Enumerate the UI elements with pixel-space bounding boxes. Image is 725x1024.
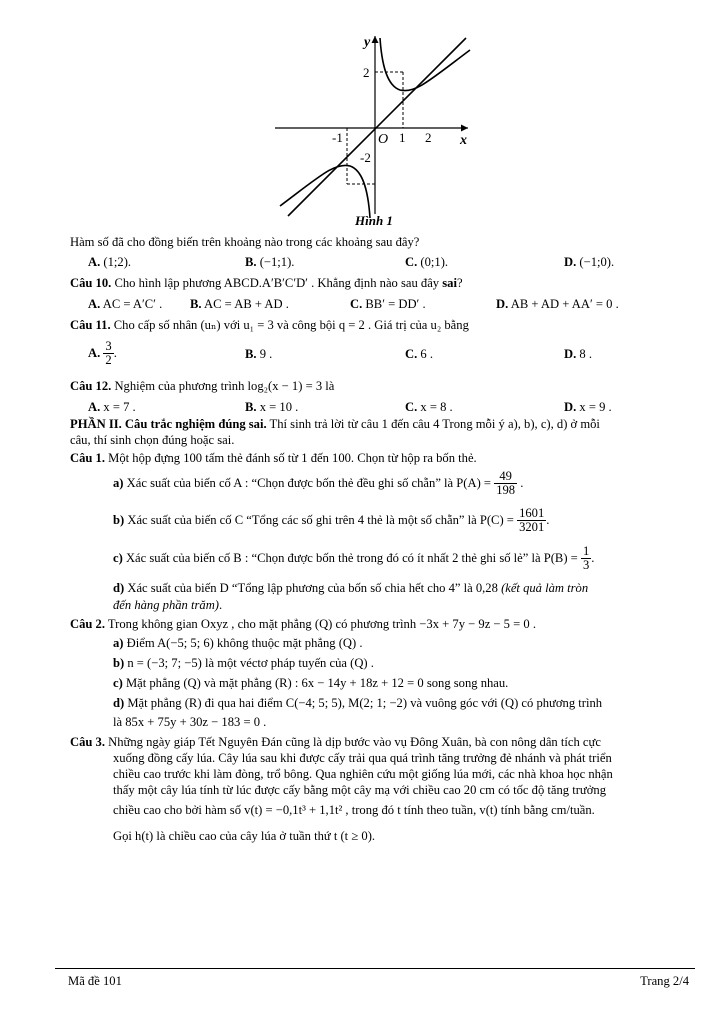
- item-label: d): [113, 581, 125, 595]
- q10-option-a[interactable]: [88, 296, 162, 312]
- label-origin: O: [378, 132, 389, 147]
- c1-number: Câu 1.: [70, 451, 105, 465]
- c2-item-d-cont: là 85x + 75y + 30z − 183 = 0 .: [113, 715, 267, 729]
- frac-den: 2: [105, 353, 112, 367]
- option-label: D.: [564, 347, 577, 361]
- option-text: AC = A′C′ .: [102, 297, 163, 311]
- option-text: 8 .: [579, 347, 592, 361]
- q11-fraction: [103, 340, 113, 367]
- c1-item-c[interactable]: [113, 545, 594, 572]
- q11-option-b[interactable]: [245, 346, 272, 362]
- option-text: x = 10 .: [259, 400, 299, 414]
- c3-text: Những ngày giáp Tết Nguyên Đán cũng là dịp bước vào vụ Đông Xuân, bà con nông dân tích cực: [108, 735, 601, 749]
- item-text: Mặt phẳng (R) đi qua hai điểm C(−4; 5; 5), M(2; 1; −2) và vuông góc với (Q) có phương trình: [127, 696, 603, 710]
- frac-num: 1601: [519, 506, 545, 520]
- c3-line-4: chiều cao cho bởi hàm số v(t) = −0,1t³ + 1,1t² , trong đó t tính theo tuần, v(t) tính bằng cm/tuần.: [113, 803, 595, 817]
- option-text: AB + AD + AA′ = 0 .: [510, 297, 619, 311]
- option-text: BB′ = DD′ .: [365, 297, 426, 311]
- item-note: (kết quả làm tròn: [501, 581, 589, 595]
- c3-line-5: Gọi h(t) là chiều cao của cây lúa ở tuần thứ t (t ≥ 0).: [113, 829, 376, 843]
- q10-text: Cho hình lập phương ABCD.A′B′C′D′ . Khẳng định nào sau đây: [114, 276, 440, 290]
- part2-title: PHẦN II. Câu trắc nghiệm đúng sai.: [70, 417, 267, 431]
- option-text: (1;2).: [103, 255, 132, 269]
- item-label: a): [113, 636, 124, 650]
- q10-end: ?: [456, 276, 463, 290]
- item-text: Xác suất của biến cố B : “Chọn được bốn thẻ trong đó có ít nhất 2 thẻ ghi số lẻ” là P(B) =: [125, 551, 578, 565]
- item-text: Xác suất của biến D “Tổng lập phương của bốn số chia hết cho 4” là 0,28: [127, 581, 498, 595]
- option-text: (−1;0).: [579, 255, 615, 269]
- option-label: D.: [564, 255, 577, 269]
- option-label: A.: [88, 346, 101, 360]
- part2-line2: câu, thí sinh chọn đúng hoặc sai.: [70, 433, 235, 447]
- q11-option-d[interactable]: [564, 346, 592, 362]
- label-y: y: [364, 35, 371, 50]
- item-text: Xác suất của biến cố C “Tổng các số ghi trên 4 thẻ là một số chẵn” là P(C) =: [127, 513, 514, 527]
- option-label: B.: [245, 400, 257, 414]
- frac-den: 3201: [519, 520, 545, 534]
- option-label: A.: [88, 255, 101, 269]
- frac-num: 3: [105, 339, 112, 353]
- option-text: x = 9 .: [579, 400, 612, 414]
- item-end: .: [546, 513, 550, 527]
- c3-line-2: chiều cao trước khi làm đòng, trổ bông. Qua nghiên cứu một giống lúa mới, các nhà khoa học nhận: [113, 767, 613, 781]
- q10-stem: [70, 275, 463, 291]
- c2-item-a[interactable]: [113, 635, 363, 651]
- option-label: B.: [245, 347, 257, 361]
- option-label: A.: [88, 400, 101, 414]
- item-end: .: [591, 551, 595, 565]
- q12-text: Nghiệm của phương trình log₂(x − 1) = 3 là: [114, 379, 335, 393]
- c3-line-1: xuống đồng cấy lúa. Cây lúa sau khi được cấy trải qua quá trình tăng trưởng đẻ nhánh và phát triển: [113, 751, 612, 765]
- q12-option-a[interactable]: [88, 399, 136, 415]
- option-label: C.: [350, 297, 363, 311]
- c1-a-fraction: [494, 470, 517, 497]
- c1-b-fraction: [517, 507, 546, 534]
- c1-item-d-cont: [113, 597, 222, 613]
- q9-option-c[interactable]: [405, 254, 448, 270]
- option-text: 9 .: [259, 347, 273, 361]
- item-label: d): [113, 696, 125, 710]
- tick-x-neg1: -1: [332, 130, 343, 145]
- q10-option-c[interactable]: [350, 296, 426, 312]
- option-label: D.: [564, 400, 577, 414]
- c3-number: Câu 3.: [70, 735, 105, 749]
- option-text: 6 .: [420, 347, 433, 361]
- graph-right-branch: [380, 38, 470, 91]
- tick-y-neg2: -2: [360, 150, 371, 165]
- item-text: Mặt phẳng (Q) và mặt phẳng (R) : 6x − 14y + 18z + 12 = 0 song song nhau.: [125, 676, 509, 690]
- option-label: C.: [405, 347, 418, 361]
- part2-heading: [70, 416, 600, 432]
- c2-text: Trong không gian Oxyz , cho mặt phẳng (Q) có phương trình −3x + 7y − 9z − 5 = 0 .: [107, 617, 536, 631]
- q11-option-a[interactable]: [88, 340, 117, 367]
- q12-option-b[interactable]: [245, 399, 298, 415]
- c1-item-d[interactable]: [113, 580, 588, 596]
- function-graph: [270, 28, 480, 220]
- q9-option-b[interactable]: [245, 254, 294, 270]
- footer-page-number: Trang 2/4: [640, 974, 689, 988]
- c2-item-d[interactable]: [113, 695, 602, 711]
- option-text: (−1;1).: [259, 255, 295, 269]
- option-end: .: [113, 346, 117, 360]
- q11-number: Câu 11.: [70, 318, 111, 332]
- frac-den: 198: [496, 483, 516, 497]
- q10-emph: sai: [442, 276, 457, 290]
- q10-option-d[interactable]: [496, 296, 619, 312]
- q10-option-b[interactable]: [190, 296, 289, 312]
- item-text: n = (−3; 7; −5) là một véctơ pháp tuyến của (Q) .: [127, 656, 374, 670]
- c1-text: Một hộp đựng 100 tấm thẻ đánh số từ 1 đến 100. Chọn từ hộp ra bốn thẻ.: [108, 451, 477, 465]
- tick-x-2: 2: [425, 130, 432, 145]
- q11-option-c[interactable]: [405, 346, 433, 362]
- footer-rule: [55, 968, 695, 969]
- tick-x-1: 1: [399, 130, 406, 145]
- q12-option-c[interactable]: [405, 399, 453, 415]
- option-label: B.: [190, 297, 202, 311]
- option-label: B.: [245, 255, 257, 269]
- option-label: C.: [405, 400, 418, 414]
- q9-text: Hàm số đã cho đồng biến trên khoảng nào trong các khoảng sau đây?: [70, 235, 420, 249]
- q12-option-d[interactable]: [564, 399, 612, 415]
- oblique-asymptote: [288, 38, 466, 216]
- q9-option-a[interactable]: [88, 254, 131, 270]
- c1-c-fraction: [581, 545, 591, 572]
- item-text: Điểm A(−5; 5; 6) không thuộc mặt phẳng (Q) .: [126, 636, 363, 650]
- frac-den: 3: [582, 558, 590, 572]
- item-text: Xác suất của biến cố A : “Chọn được bốn thẻ đều ghi số chẵn” là P(A) =: [126, 476, 492, 490]
- c2-stem: [70, 616, 536, 632]
- q11-text: Cho cấp số nhân (uₙ) với u₁ = 3 và công bội q = 2 . Giá trị của u₂ bằng: [113, 318, 469, 332]
- c2-number: Câu 2.: [70, 617, 105, 631]
- option-text: AC = AB + AD .: [204, 297, 289, 311]
- footer-exam-code: Mã đề 101: [68, 974, 122, 988]
- option-label: A.: [88, 297, 101, 311]
- c1-stem: [70, 450, 477, 466]
- item-note-cont: đến hàng phần trăm): [113, 598, 219, 612]
- c2-item-b[interactable]: [113, 655, 374, 671]
- item-label: c): [113, 676, 123, 690]
- item-end: .: [219, 598, 223, 612]
- c3-line-0: [70, 734, 601, 750]
- item-label: a): [113, 476, 124, 490]
- q12-number: Câu 12.: [70, 379, 112, 393]
- item-end: .: [520, 476, 524, 490]
- option-text: (0;1).: [420, 255, 449, 269]
- figure-caption: Hình 1: [355, 213, 393, 228]
- item-label: c): [113, 551, 123, 565]
- c1-item-b[interactable]: [113, 507, 549, 534]
- item-label: b): [113, 656, 125, 670]
- q12-stem: [70, 378, 334, 394]
- q11-stem: [70, 317, 469, 333]
- option-label: C.: [405, 255, 418, 269]
- item-label: b): [113, 513, 125, 527]
- tick-y-2: 2: [363, 65, 370, 80]
- frac-num: 49: [494, 470, 517, 484]
- option-text: x = 8 .: [420, 400, 453, 414]
- option-text: x = 7 .: [103, 400, 136, 414]
- q10-number: Câu 10.: [70, 276, 112, 290]
- c3-line-3: thấy một cây lúa tính từ lúc được cấy bằng một cây mạ với chiều cao 20 cm có tốc độ tăng trưởng: [113, 783, 606, 797]
- q9-option-d[interactable]: [564, 254, 614, 270]
- frac-num: 1: [582, 544, 590, 558]
- c1-item-a[interactable]: [113, 470, 523, 497]
- label-x: x: [460, 133, 467, 148]
- graph-svg: [270, 28, 480, 220]
- part2-line1: Thí sinh trả lời từ câu 1 đến câu 4 Trong mỗi ý a), b), c), d) ở mỗi: [269, 417, 600, 431]
- option-label: D.: [496, 297, 509, 311]
- c2-item-c[interactable]: [113, 675, 508, 691]
